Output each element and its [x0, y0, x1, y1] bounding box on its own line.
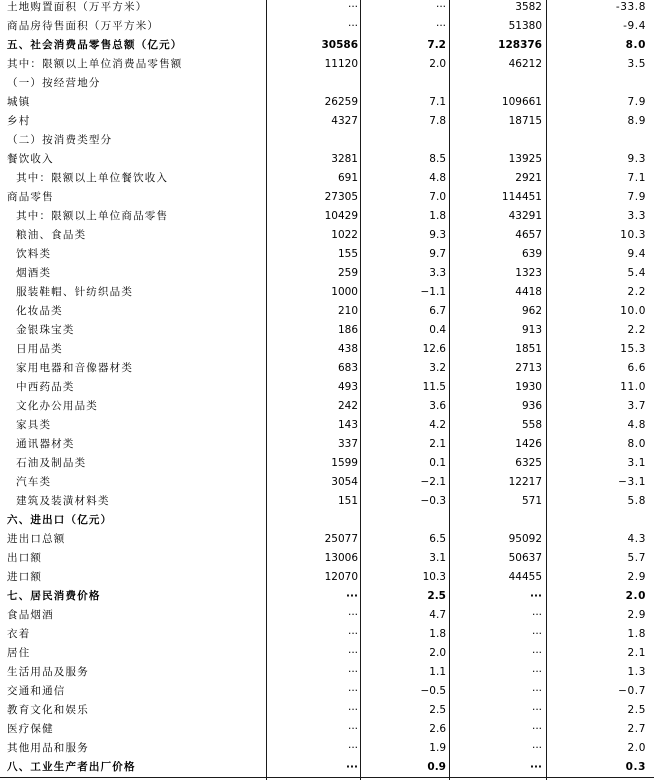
monthly-growth-cell: 1.8 [429, 628, 446, 640]
cumulative-value-cell: ··· [531, 742, 542, 754]
cumulative-growth-cell: 4.3 [627, 533, 646, 545]
cumulative-growth-cell: −0.7 [618, 685, 646, 697]
row-label: 建筑及装潢材料类 [7, 495, 110, 507]
monthly-value-cell: ··· [347, 1, 358, 13]
cumulative-growth-cell: 1.3 [627, 666, 646, 678]
row-label: 其中：限额以上单位餐饮收入 [7, 172, 169, 184]
monthly-growth-cell: 3.3 [429, 267, 446, 279]
monthly-growth-cell: −0.5 [420, 685, 446, 697]
table-row [0, 435, 654, 454]
table-row [0, 74, 654, 93]
row-label: 商品零售 [7, 191, 54, 203]
monthly-value-cell: 3054 [331, 476, 358, 488]
monthly-value-cell: 337 [337, 438, 358, 450]
cumulative-value-cell: 1851 [515, 343, 542, 355]
monthly-growth-cell: −2.1 [420, 476, 446, 488]
table-row [0, 150, 654, 169]
cumulative-value-cell: 558 [521, 419, 542, 431]
table-row [0, 606, 654, 625]
monthly-value-cell: ··· [347, 723, 358, 735]
monthly-value-cell: 11120 [324, 58, 358, 70]
cumulative-value-cell: ··· [531, 723, 542, 735]
cumulative-growth-cell: 2.2 [627, 286, 646, 298]
monthly-growth-cell: 0.9 [427, 761, 446, 773]
cumulative-growth-cell: 5.4 [627, 267, 646, 279]
cumulative-growth-cell: 9.3 [627, 153, 646, 165]
monthly-value-cell: 1000 [331, 286, 358, 298]
row-label: 医疗保健 [7, 723, 54, 735]
row-label: 六、进出口（亿元） [7, 514, 113, 526]
monthly-growth-cell: −1.1 [420, 286, 446, 298]
cumulative-value-cell: ··· [531, 666, 542, 678]
table-row [0, 226, 654, 245]
cumulative-growth-cell: 15.3 [620, 343, 646, 355]
cumulative-growth-cell: 5.8 [627, 495, 646, 507]
cumulative-value-cell: 571 [521, 495, 542, 507]
cumulative-growth-cell: 9.4 [627, 248, 646, 260]
table-row [0, 55, 654, 74]
cumulative-growth-cell: 10.3 [620, 229, 646, 241]
monthly-value-cell: ··· [347, 20, 358, 32]
monthly-value-cell: 493 [337, 381, 358, 393]
monthly-value-cell: 10429 [324, 210, 358, 222]
cumulative-value-cell: 1426 [515, 438, 542, 450]
cumulative-growth-cell: 1.8 [627, 628, 646, 640]
row-label: 城镇 [7, 96, 31, 108]
monthly-growth-cell: 0.4 [429, 324, 446, 336]
table-row [0, 378, 654, 397]
cumulative-value-cell: 2713 [515, 362, 542, 374]
table-row [0, 0, 654, 17]
monthly-value-cell: 4327 [331, 115, 358, 127]
row-label: 餐饮收入 [7, 153, 54, 165]
monthly-growth-cell: 12.6 [422, 343, 446, 355]
cumulative-value-cell: 913 [521, 324, 542, 336]
cumulative-growth-cell: 2.0 [627, 742, 646, 754]
cumulative-growth-cell: 3.1 [627, 457, 646, 469]
table-row [0, 93, 654, 112]
row-label: 粮油、食品类 [7, 229, 87, 241]
row-label: 饮料类 [7, 248, 52, 260]
row-label: 生活用品及服务 [7, 666, 89, 678]
cumulative-value-cell: 639 [521, 248, 542, 260]
row-label: 烟酒类 [7, 267, 52, 279]
table-row [0, 264, 654, 283]
table-row [0, 169, 654, 188]
monthly-growth-cell: ··· [435, 20, 446, 32]
row-label: 服装鞋帽、针纺织品类 [7, 286, 134, 298]
row-label: 出口额 [7, 552, 43, 564]
cumulative-growth-cell: 8.9 [627, 115, 646, 127]
cumulative-value-cell: 6325 [515, 457, 542, 469]
monthly-growth-cell: 1.9 [429, 742, 446, 754]
monthly-growth-cell: 1.1 [429, 666, 446, 678]
cumulative-value-cell: 50637 [508, 552, 542, 564]
monthly-growth-cell: 2.0 [429, 647, 446, 659]
table-row [0, 359, 654, 378]
cumulative-growth-cell: 3.7 [627, 400, 646, 412]
monthly-value-cell: 30586 [321, 39, 358, 51]
table-row [0, 207, 654, 226]
cumulative-value-cell: 109661 [501, 96, 542, 108]
cumulative-growth-cell: 3.3 [627, 210, 646, 222]
monthly-value-cell: 186 [337, 324, 358, 336]
cumulative-value-cell: ··· [531, 609, 542, 621]
monthly-growth-cell: 7.8 [429, 115, 446, 127]
table-row [0, 739, 654, 758]
cumulative-growth-cell: 6.6 [627, 362, 646, 374]
monthly-growth-cell: 7.0 [429, 191, 446, 203]
cumulative-growth-cell: 3.5 [627, 58, 646, 70]
row-label: 乡村 [7, 115, 31, 127]
row-label: 家用电器和音像器材类 [7, 362, 134, 374]
cumulative-growth-cell: 2.2 [627, 324, 646, 336]
row-label: 文化办公用品类 [7, 400, 98, 412]
table-row [0, 321, 654, 340]
monthly-value-cell: ··· [346, 590, 358, 602]
cumulative-growth-cell: 7.9 [627, 96, 646, 108]
row-label: 食品烟酒 [7, 609, 54, 621]
cumulative-value-cell: 2921 [515, 172, 542, 184]
monthly-growth-cell: 3.2 [429, 362, 446, 374]
row-label: 中西药品类 [7, 381, 75, 393]
monthly-growth-cell: 2.5 [429, 704, 446, 716]
cumulative-growth-cell: 2.7 [627, 723, 646, 735]
cumulative-growth-cell: 11.0 [620, 381, 646, 393]
bottom-border [0, 777, 654, 778]
section-header-row [0, 511, 654, 530]
cumulative-value-cell: 46212 [508, 58, 542, 70]
table-row [0, 302, 654, 321]
row-label: 商品房待售面积（万平方米） [7, 20, 160, 32]
monthly-value-cell: 26259 [324, 96, 358, 108]
row-label: 衣着 [7, 628, 31, 640]
table-row [0, 625, 654, 644]
row-label: 化妆品类 [7, 305, 63, 317]
monthly-value-cell: ··· [347, 704, 358, 716]
table-row [0, 720, 654, 739]
row-label: 土地购置面积（万平方米） [7, 1, 148, 13]
monthly-growth-cell: 2.1 [429, 438, 446, 450]
monthly-value-cell: 242 [337, 400, 358, 412]
row-label: （一）按经营地分 [7, 77, 101, 89]
row-label: 汽车类 [7, 476, 52, 488]
monthly-growth-cell: 9.3 [429, 229, 446, 241]
cumulative-growth-cell: 5.7 [627, 552, 646, 564]
monthly-growth-cell: −0.3 [420, 495, 446, 507]
table-row [0, 473, 654, 492]
monthly-value-cell: 1022 [331, 229, 358, 241]
monthly-value-cell: 438 [337, 343, 358, 355]
cumulative-value-cell: ··· [530, 761, 542, 773]
monthly-value-cell: 259 [337, 267, 358, 279]
table-row [0, 131, 654, 150]
cumulative-value-cell: 18715 [508, 115, 542, 127]
row-label: 石油及制品类 [7, 457, 87, 469]
table-row [0, 416, 654, 435]
row-label: 居住 [7, 647, 31, 659]
cumulative-growth-cell: 2.1 [627, 647, 646, 659]
cumulative-value-cell: ··· [531, 685, 542, 697]
cumulative-value-cell: 44455 [508, 571, 542, 583]
monthly-growth-cell: 9.7 [429, 248, 446, 260]
monthly-value-cell: ··· [346, 761, 358, 773]
monthly-growth-cell: 8.5 [429, 153, 446, 165]
row-label: 其中：限额以上单位消费品零售额 [7, 58, 183, 70]
monthly-growth-cell: 3.1 [429, 552, 446, 564]
row-label: 金银珠宝类 [7, 324, 75, 336]
cumulative-growth-cell: 10.0 [620, 305, 646, 317]
row-label: 七、居民消费价格 [7, 590, 101, 602]
monthly-growth-cell: 4.8 [429, 172, 446, 184]
monthly-growth-cell: 6.7 [429, 305, 446, 317]
row-label: 进出口总额 [7, 533, 66, 545]
monthly-value-cell: 1599 [331, 457, 358, 469]
cumulative-growth-cell: 2.9 [627, 609, 646, 621]
cumulative-value-cell: 51380 [508, 20, 542, 32]
row-label: 进口额 [7, 571, 43, 583]
cumulative-value-cell: 114451 [501, 191, 542, 203]
cumulative-growth-cell: -33.8 [615, 1, 646, 13]
cumulative-value-cell: ··· [530, 590, 542, 602]
cumulative-growth-cell: 2.0 [625, 590, 646, 602]
cumulative-value-cell: ··· [531, 647, 542, 659]
table-row [0, 644, 654, 663]
cumulative-growth-cell: 7.9 [627, 191, 646, 203]
row-label: 八、工业生产者出厂价格 [7, 761, 136, 773]
monthly-value-cell: ··· [347, 666, 358, 678]
monthly-value-cell: 13006 [324, 552, 358, 564]
monthly-growth-cell: 7.1 [429, 96, 446, 108]
row-label: 教育文化和娱乐 [7, 704, 89, 716]
cumulative-value-cell: 962 [521, 305, 542, 317]
monthly-value-cell: 155 [337, 248, 358, 260]
monthly-growth-cell: 4.2 [429, 419, 446, 431]
section-header-row [0, 587, 654, 606]
section-header-row [0, 36, 654, 55]
row-label: 其中：限额以上单位商品零售 [7, 210, 169, 222]
monthly-growth-cell: 2.5 [427, 590, 446, 602]
section-header-row [0, 758, 654, 777]
cumulative-value-cell: 4418 [515, 286, 542, 298]
table-row [0, 549, 654, 568]
monthly-value-cell: 151 [337, 495, 358, 507]
monthly-growth-cell: ··· [435, 1, 446, 13]
cumulative-growth-cell: -9.4 [623, 20, 646, 32]
monthly-value-cell: 12070 [324, 571, 358, 583]
monthly-value-cell: 683 [337, 362, 358, 374]
monthly-growth-cell: 10.3 [422, 571, 446, 583]
row-label: 其他用品和服务 [7, 742, 89, 754]
table-row [0, 701, 654, 720]
monthly-growth-cell: 1.8 [429, 210, 446, 222]
row-label: （二）按消费类型分 [7, 134, 113, 146]
cumulative-value-cell: 43291 [508, 210, 542, 222]
monthly-value-cell: ··· [347, 685, 358, 697]
cumulative-growth-cell: −3.1 [618, 476, 646, 488]
row-label: 五、社会消费品零售总额（亿元） [7, 39, 183, 51]
table-row [0, 663, 654, 682]
cumulative-value-cell: 95092 [508, 533, 542, 545]
row-label: 交通和通信 [7, 685, 66, 697]
monthly-value-cell: 143 [337, 419, 358, 431]
cumulative-value-cell: 1323 [515, 267, 542, 279]
cumulative-growth-cell: 2.5 [627, 704, 646, 716]
cumulative-value-cell: 936 [521, 400, 542, 412]
row-label: 通讯器材类 [7, 438, 75, 450]
cumulative-growth-cell: 7.1 [627, 172, 646, 184]
monthly-growth-cell: 0.1 [429, 457, 446, 469]
cumulative-value-cell: 4657 [515, 229, 542, 241]
monthly-growth-cell: 2.6 [429, 723, 446, 735]
cumulative-value-cell: 13925 [508, 153, 542, 165]
cumulative-growth-cell: 0.3 [625, 761, 646, 773]
cumulative-growth-cell: 8.0 [627, 438, 646, 450]
monthly-value-cell: 210 [337, 305, 358, 317]
monthly-value-cell: ··· [347, 628, 358, 640]
table-row [0, 492, 654, 511]
cumulative-value-cell: 1930 [515, 381, 542, 393]
monthly-value-cell: 691 [337, 172, 358, 184]
monthly-growth-cell: 3.6 [429, 400, 446, 412]
cumulative-growth-cell: 2.9 [627, 571, 646, 583]
monthly-growth-cell: 4.7 [429, 609, 446, 621]
monthly-value-cell: 25077 [324, 533, 358, 545]
cumulative-value-cell: ··· [531, 704, 542, 716]
table-row [0, 340, 654, 359]
table-row [0, 568, 654, 587]
cumulative-value-cell: 3582 [515, 1, 542, 13]
table-row [0, 17, 654, 36]
table-row [0, 397, 654, 416]
cumulative-growth-cell: 8.0 [625, 39, 646, 51]
cumulative-growth-cell: 4.8 [627, 419, 646, 431]
table-row [0, 682, 654, 701]
row-label: 家具类 [7, 419, 52, 431]
monthly-growth-cell: 2.0 [429, 58, 446, 70]
table-row [0, 530, 654, 549]
table-row [0, 283, 654, 302]
monthly-growth-cell: 7.2 [427, 39, 446, 51]
table-row [0, 245, 654, 264]
table-row [0, 112, 654, 131]
cumulative-value-cell: 12217 [508, 476, 542, 488]
row-label: 日用品类 [7, 343, 63, 355]
cumulative-value-cell: ··· [531, 628, 542, 640]
monthly-value-cell: 3281 [331, 153, 358, 165]
monthly-growth-cell: 11.5 [422, 381, 446, 393]
cumulative-value-cell: 128376 [498, 39, 542, 51]
monthly-value-cell: ··· [347, 609, 358, 621]
monthly-growth-cell: 6.5 [429, 533, 446, 545]
table-row [0, 454, 654, 473]
monthly-value-cell: 27305 [324, 191, 358, 203]
table-row [0, 188, 654, 207]
monthly-value-cell: ··· [347, 742, 358, 754]
monthly-value-cell: ··· [347, 647, 358, 659]
